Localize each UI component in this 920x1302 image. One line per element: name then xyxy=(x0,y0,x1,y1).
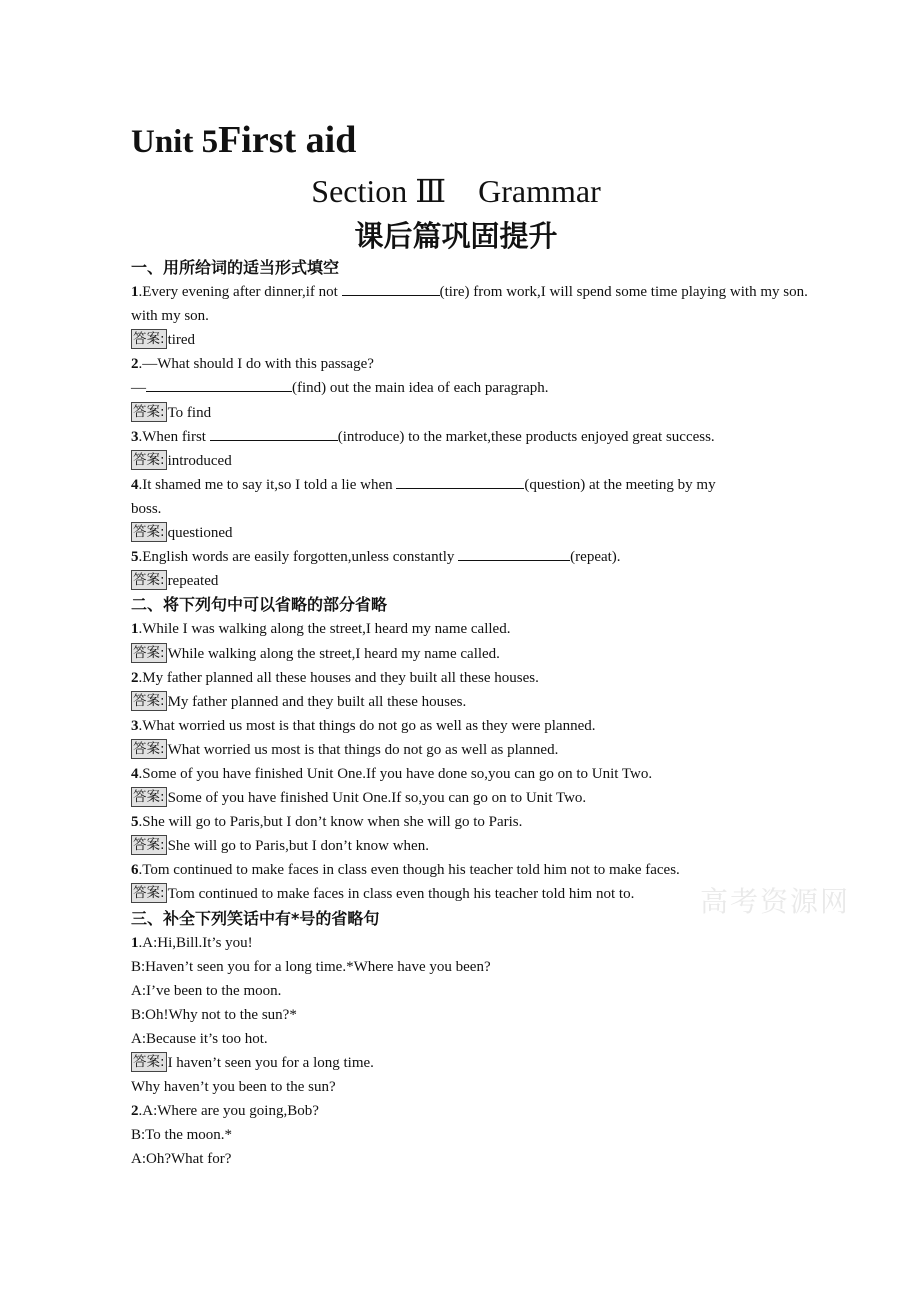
unit-number: Unit 5 xyxy=(131,124,219,160)
joke-2-line-3: A:Oh?What for? xyxy=(131,1151,232,1168)
answer-label: 答案: xyxy=(133,524,165,541)
part2-answer-2: 答案: My father planned and they built all these houses. xyxy=(133,692,467,710)
joke-1-line-1: 1.A:Hi,Bill.It’s you! xyxy=(131,934,253,951)
part2-question-2: 2.My father planned all these houses and they built all these houses. xyxy=(131,669,539,686)
answer-4: 答案: questioned xyxy=(133,524,233,542)
answer-2: 答案: To find xyxy=(133,403,212,421)
answer-label: 答案: xyxy=(133,644,165,661)
answer-label: 答案: xyxy=(133,740,165,757)
answer-label: 答案: xyxy=(133,789,165,806)
answer-label: 答案: xyxy=(133,837,165,854)
answer-label: 答案: xyxy=(133,403,165,420)
joke-1-line-3: A:I’ve been to the moon. xyxy=(131,982,282,999)
answer-blank xyxy=(210,425,338,441)
answer-label: 答案: xyxy=(133,451,165,468)
answer-blank xyxy=(396,473,524,489)
answer-1: 答案: tired xyxy=(133,331,196,349)
unit-name: First aid xyxy=(218,119,357,161)
answer-label: 答案: xyxy=(133,885,165,902)
question-2-cont: — (find) out the main idea of each paragraph. xyxy=(131,376,781,400)
answer-5: 答案: repeated xyxy=(133,572,219,590)
part2-question-1: 1.While I was walking along the street,I heard my name called. xyxy=(131,621,511,638)
question-2: 2.—What should I do with this passage? xyxy=(131,356,374,373)
part2-heading: 二、将下列句中可以省略的部分省略 xyxy=(131,595,388,615)
question-3: 3.When first (introduce) to the market,these products enjoyed great success. xyxy=(131,425,781,449)
question-4-cont: boss. xyxy=(131,500,162,517)
part2-answer-4: 答案: Some of you have finished Unit One.If so,you can go on to Unit Two. xyxy=(133,789,587,807)
part2-answer-1: 答案: While walking along the street,I heard my name called. xyxy=(133,644,500,662)
part2-answer-5: 答案: She will go to Paris,but I don’t know when. xyxy=(133,837,429,855)
subtitle: 课后篇巩固提升 xyxy=(354,219,558,253)
joke-2-line-2: B:To the moon.* xyxy=(131,1127,233,1144)
exercise-content xyxy=(131,256,808,1172)
part3-heading: 三、补全下列笑话中有*号的省略句 xyxy=(131,908,380,928)
joke-1-line-2: B:Haven’t seen you for a long time.*Where have you been? xyxy=(131,958,491,975)
unit-title xyxy=(131,118,356,162)
part2-question-3: 3.What worried us most is that things do not go as well as they were planned. xyxy=(131,717,596,734)
part1-heading: 一、用所给词的适当形式填空 xyxy=(131,258,340,277)
joke-1-answer-1: 答案: I haven’t seen you for a long time. xyxy=(133,1054,374,1072)
answer-blank xyxy=(458,545,570,561)
question-4: 4.It shamed me to say it,so I told a lie when (question) at the meeting by my xyxy=(131,473,781,497)
part2-question-5: 5.She will go to Paris,but I don’t know when she will go to Paris. xyxy=(131,814,523,831)
question-1: 1.Every evening after dinner,if not (tire) from work,I will spend some time playing with my son. xyxy=(131,280,781,304)
answer-blank xyxy=(342,280,440,296)
joke-1-line-4: B:Oh!Why not to the sun?* xyxy=(131,1006,297,1023)
question-1-cont: with my son. xyxy=(131,308,209,325)
watermark: 高考资源网 xyxy=(700,885,851,918)
answer-label: 答案: xyxy=(133,1054,165,1071)
part2-answer-3: 答案: What worried us most is that things do not go as well as planned. xyxy=(133,740,559,758)
answer-blank xyxy=(146,376,292,392)
joke-2-line-1: 2.A:Where are you going,Bob? xyxy=(131,1103,319,1120)
part2-question-6: 6.Tom continued to make faces in class even though his teacher told him not to make faces. xyxy=(131,862,680,879)
answer-label: 答案: xyxy=(133,331,165,348)
answer-label: 答案: xyxy=(133,692,165,709)
part2-question-4: 4.Some of you have finished Unit One.If you have done so,you can go on to Unit Two. xyxy=(131,765,653,782)
joke-1-line-5: A:Because it’s too hot. xyxy=(131,1031,268,1047)
answer-label: 答案: xyxy=(133,572,165,589)
joke-1-answer-2: Why haven’t you been to the sun? xyxy=(131,1079,336,1096)
answer-3: 答案: introduced xyxy=(133,451,232,469)
part2-answer-6: 答案: Tom continued to make faces in class even though his teacher told him not to. xyxy=(133,885,635,903)
question-5: 5.English words are easily forgotten,unless constantly (repeat). xyxy=(131,545,781,569)
section-title: Section Ⅲ Grammar xyxy=(311,173,601,209)
